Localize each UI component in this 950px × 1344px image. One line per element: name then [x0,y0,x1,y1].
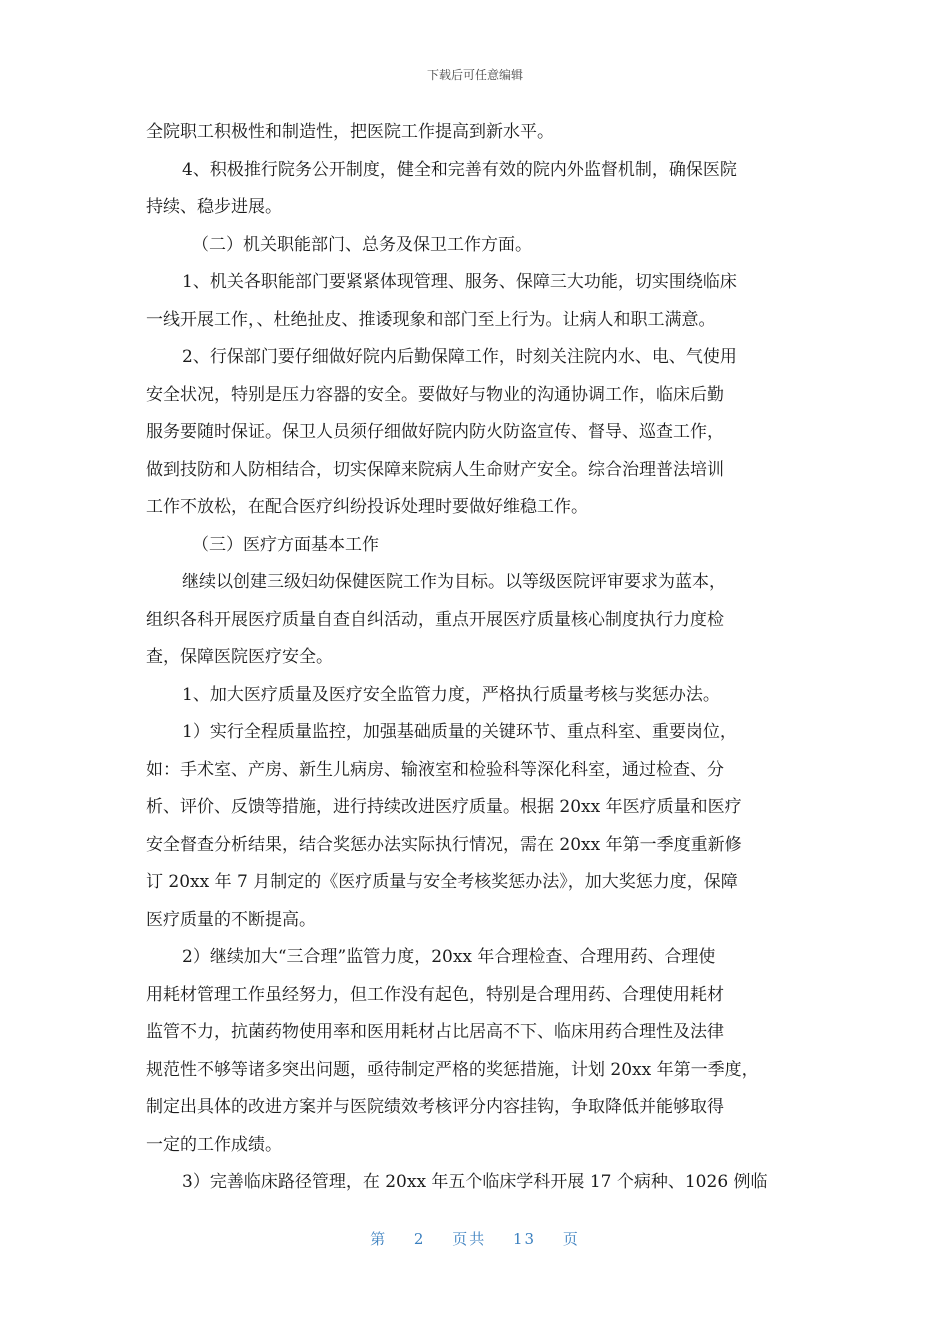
text-line: 继续以创建三级妇幼保健医院工作为目标。以等级医院评审要求为蓝本， [182,572,726,592]
text-line: 查，保障医院医疗安全。 [146,647,333,667]
text-line: 2）继续加大“三合理”监管力度，20xx 年合理检查、合理用药、合理使 [182,947,716,967]
text-line: 一定的工作成绩。 [146,1134,282,1155]
text-line: 组织各科开展医疗质量自查自纠活动，重点开展医疗质量核心制度执行力度检 [146,609,724,630]
footer-middle: 页共 [452,1230,487,1248]
text-line: 一线开展工作，、杜绝扯皮、推诿现象和部门至上行为。让病人和职工满意。 [146,309,716,330]
section-heading: （三）医疗方面基本工作 [192,534,379,555]
text-line: 监管不力，抗菌药物使用率和医用耗材占比居高不下、临床用药合理性及法律 [146,1022,724,1042]
text-line: 用耗材管理工作虽经努力，但工作没有起色，特别是合理用药、合理使用耗材 [146,984,724,1005]
text-line: 3）完善临床路径管理，在 20xx 年五个临床学科开展 17 个病种、1026 例临 [182,1172,768,1192]
text-line: 工作不放松，在配合医疗纠纷投诉处理时要做好维稳工作。 [146,497,588,517]
page-header: 下载后可任意编辑 [426,68,523,82]
text-line: 医疗质量的不断提高。 [146,909,316,930]
section-heading: （二）机关职能部门、总务及保卫工作方面。 [192,234,532,255]
text-line: 制定出具体的改进方案并与医院绩效考核评分内容挂钩，争取降低并能够取得 [146,1097,724,1117]
total-pages-number: 13 [513,1230,537,1248]
text-line: 安全状况，特别是压力容器的安全。要做好与物业的沟通协调工作，临床后勤 [146,384,724,405]
footer-suffix: 页 [562,1230,580,1248]
text-line: 做到技防和人防相结合，切实保障来院病人生命财产安全。综合治理普法培训 [146,459,724,480]
page-footer [0,1228,950,1249]
footer-prefix: 第 [370,1230,388,1248]
text-line: 服务要随时保证。保卫人员须仔细做好院内防火防盗宣传、督导、巡查工作， [146,422,724,442]
current-page-number: 2 [413,1230,426,1248]
text-line: 如：手术室、产房、新生儿病房、输液室和检验科等深化科室，通过检查、分 [146,759,724,780]
text-line: 2、行保部门要仔细做好院内后勤保障工作，时刻关注院内水、电、气使用 [182,347,737,367]
text-line: 订 20xx 年 7 月制定的《医疗质量与安全考核奖惩办法》，加大奖惩力度，保障 [146,872,738,892]
document-body [146,114,814,1202]
text-line: 1、机关各职能部门要紧紧体现管理、服务、保障三大功能，切实围绕临床 [182,272,737,292]
text-line: 4、积极推行院务公开制度，健全和完善有效的院内外监督机制，确保医院 [182,159,737,180]
text-line: 安全督查分析结果，结合奖惩办法实际执行情况，需在 20xx 年第一季度重新修 [146,834,742,855]
text-line: 规范性不够等诸多突出问题，亟待制定严格的奖惩措施，计划 20xx 年第一季度， [146,1059,759,1080]
text-line: 1、加大医疗质量及医疗安全监管力度，严格执行质量考核与奖惩办法。 [182,684,720,705]
text-line: 1）实行全程质量监控，加强基础质量的关键环节、重点科室、重要岗位， [182,722,737,742]
text-line: 全院职工积极性和制造性，把医院工作提高到新水平。 [146,122,554,142]
text-line: 持续、稳步进展。 [146,197,282,217]
text-line: 析、评价、反馈等措施，进行持续改进医疗质量。根据 20xx 年医疗质量和医疗 [146,797,742,817]
